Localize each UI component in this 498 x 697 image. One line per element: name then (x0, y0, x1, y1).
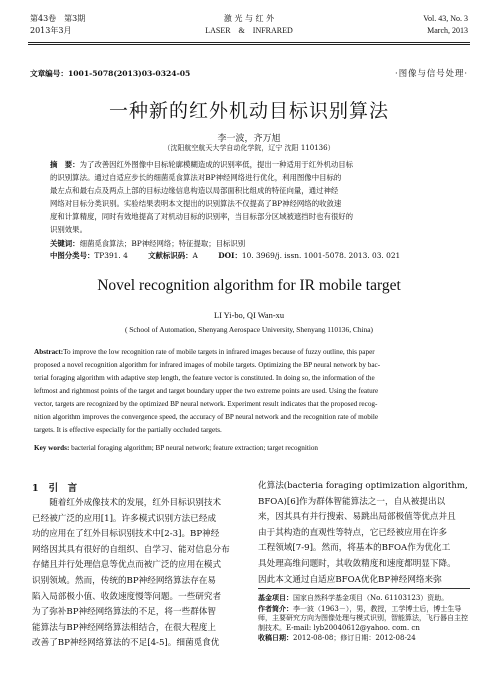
abstract-en-text: targets. It is effective especially for the partially occluded targets. (34, 426, 222, 434)
authors-cn: 李一波，齐万旭 (217, 134, 281, 144)
title-en: Novel recognition algorithm for IR mobile target (97, 277, 401, 294)
received-text: 2012-08-08；修订日期：2012-08-24 (293, 634, 416, 643)
article-id: 文章编号：1001-5078(2013)03-0324-05 (30, 69, 191, 78)
fund-label: 基金项目： (258, 593, 293, 602)
left-col-line (32, 512, 244, 528)
right-col-text: 工程领域[7-9]。然而，将基本的BFOA作为优化工 (258, 543, 451, 554)
abstract-en-line (34, 359, 464, 372)
abstract-cn-text: 识别效果。 (50, 225, 87, 234)
left-col-line (32, 496, 244, 512)
right-col-line (258, 573, 470, 589)
right-col-line (258, 495, 470, 511)
left-col-text: 识别领域。然而，传统的BP神经网络算法存在易 (32, 575, 216, 586)
abstract-en-line (34, 385, 464, 398)
author-label: 作者简介： (258, 603, 293, 613)
left-col-text: 随着红外成像技术的发展，红外目标识别技术 (32, 498, 222, 508)
right-col-line (258, 510, 470, 526)
keywords-en (34, 442, 464, 455)
left-column (32, 496, 244, 652)
keywords-cn-text: 细菌觅食算法；BP神经网络；特征提取；目标识别 (79, 239, 246, 248)
left-col-line (32, 574, 244, 590)
right-col-line (258, 541, 470, 557)
left-col-line (32, 605, 244, 621)
author-bio (258, 604, 472, 634)
abstract-cn-line (50, 171, 450, 184)
left-col-text: 功的应用在了红外目标识别技术中[2-3]。BP神经 (32, 529, 220, 540)
abstract-en-text: vector, targets are recognized by the optimized BP neural network. Experiment result indicates that the proposed recog- (34, 400, 378, 408)
keywords-cn-label: 关键词： (50, 239, 80, 248)
fund-line (258, 593, 472, 604)
journal-date: 2013年3月 (30, 26, 72, 35)
section-1-title: 引 言 (48, 483, 78, 494)
header-rule-2 (28, 44, 470, 45)
left-col-text: 为了弥补BP神经网络算法的不足，将一些群体智 (32, 607, 216, 618)
code-label: 文献标识码： (148, 251, 193, 260)
left-col-text: 陷入局部极小值、收敛速度慢等问题。一些研究者 (32, 591, 222, 602)
abstract-cn-text: 网络对目标分类识别。实验结果表明本文提出的识别算法不仅提高了BP神经网络的收敛速 (50, 199, 342, 208)
keywords-en-text: bacterial foraging algorithm; BP neural network; feature extraction; target recognition (71, 444, 319, 452)
left-col-line (32, 527, 244, 543)
section-1-number: 1 (32, 483, 39, 494)
left-col-text: 网络因其具有很好的自组织、自学习、能对信息分布 (32, 544, 230, 555)
code-value: A (192, 251, 198, 260)
doi-label: DOI： (218, 251, 242, 260)
abstract-en (34, 346, 464, 437)
right-col-line (258, 557, 470, 573)
left-col-line (32, 636, 244, 652)
authors-en: LI Yi-bo, QI Wan-xu (213, 311, 285, 320)
left-col-line (32, 558, 244, 574)
abstract-en-line (34, 398, 464, 411)
clc-value: TP391. 4 (94, 251, 128, 260)
journal-name-cn: 激 光 与 红 外 (223, 14, 275, 23)
received-line (258, 633, 472, 644)
left-col-line (32, 543, 244, 559)
clc-label: 中图分类号： (50, 251, 95, 260)
left-col-text: 能算法与BP神经网络算法相结合，在很大程度上 (32, 622, 216, 633)
left-col-text: 已经被广泛的应用[1]。许多模式识别方法已经成 (32, 513, 217, 524)
abstract-en-line (34, 346, 464, 359)
footnote-rule (258, 588, 470, 589)
right-column (258, 479, 470, 588)
abstract-cn-text: 度和计算精度，同时有效地提高了对机动目标的识别率，当目标部分区域被遮挡时也有很好的 (50, 212, 354, 221)
fund-text: 国家自然科学基金项目（No. 61103123）资助。 (293, 594, 449, 602)
title-cn: 一种新的红外机动目标识别算法 (108, 100, 389, 122)
abstract-en-line (34, 424, 464, 437)
category: ·图像与信号处理· (395, 68, 468, 78)
journal-volume-en: Vol. 43, No. 3 (423, 14, 468, 23)
abstract-en-text: To improve the low recognition rate of mobile targets in infrared images because of fuzzy outline, this paper (63, 348, 375, 356)
abstract-en-label: Abstract: (34, 348, 64, 356)
abstract-cn-label: 摘 要： (50, 160, 80, 169)
section-1-heading (32, 480, 77, 494)
abstract-cn-line (50, 197, 450, 210)
footnote (258, 593, 472, 644)
abstract-en-text: terial foraging algorithm with adaptive step length, the feature vector is constituted. In doing so, the information of the (34, 374, 375, 382)
abstract-en-text: leftmost and rightmost points of the target and target boundary upper the two extreme points are used. Using the feature (34, 387, 379, 395)
header-rule (28, 42, 470, 43)
abstract-en-line (34, 372, 464, 385)
left-col-line (32, 621, 244, 637)
abstract-cn-line (50, 158, 450, 171)
author-bio-line-1: 师，主要研究方向为图像处理与模式识别，智能算法，飞行器自主控 (258, 614, 468, 623)
abstract-cn-text: 最左点和最右点及两点上部的目标边缘信息构造以局部面积比组成的特征向量，通过神经 (50, 186, 339, 195)
doi-value: 10. 3969/j. issn. 1001-5078. 2013. 03. 021 (241, 251, 401, 260)
affiliation-en: ( School of Automation, Shenyang Aerospace University, Shenyang 110136, China) (124, 325, 374, 334)
abstract-en-text: proposed a novel recognition algorithm for infrared images of mobile targets. Optimizing the BP neural network by bac- (34, 361, 381, 369)
journal-name-en: LASER & INFRARED (205, 26, 293, 35)
right-col-text: 化算法(bacteria foraging optimization algorithm, (258, 481, 468, 491)
left-col-line (32, 590, 244, 606)
right-col-line (258, 526, 470, 542)
abstract-cn (50, 158, 450, 236)
abstract-cn-line (50, 223, 450, 236)
abstract-cn-text: 的识别算法。通过自适应步长的细菌觅食算法对BP神经网络进行优化，利用图像中目标的 (50, 173, 342, 182)
received-label: 收稿日期： (258, 633, 293, 643)
right-col-text: 因此本文通过自适应BFOA优化BP神经网络来弥 (258, 574, 442, 585)
abstract-cn-line (50, 210, 450, 223)
right-col-text: 由于其构造的直观性等特点，它已经被应用在许多 (258, 527, 448, 538)
abstract-cn-text: 为了改善因红外图像中目标轮廓模糊造成的识别率低，提出一种适用于红外机动目标 (79, 160, 354, 169)
right-col-line (258, 479, 470, 495)
journal-date-en: March, 2013 (427, 26, 468, 35)
left-col-text: 存储且并行处理信息等优点而被广泛的应用在模式 (32, 560, 222, 571)
left-col-text: 改善了BP神经网络算法的不足[4-5]。细菌觅食优 (32, 638, 220, 649)
clc-line (50, 249, 460, 262)
abstract-en-text: nition algorithm improves the convergence speed, the accuracy of BP neural network and the recognition rate of mobile (34, 413, 379, 421)
abstract-cn-line (50, 184, 450, 197)
right-col-text: 具处理高维问题时，其收敛精度和速度都明显下降。 (258, 558, 456, 569)
author-bio-line-0: 李一波（1963－），男，教授，工学博士后，博士生导 (293, 604, 462, 613)
affiliation-cn: （沈阳航空航天大学自动化学院，辽宁 沈阳 110136） (163, 144, 335, 152)
right-col-text: 来，因其具有并行搜索、易跳出局部极值等优点并且 (258, 512, 456, 523)
keywords-en-label: Key words: (34, 444, 70, 452)
journal-volume: 第43卷 第3期 (30, 14, 86, 23)
right-col-text: BFOA)[6]作为群体智能算法之一，自从被提出以 (258, 496, 446, 507)
abstract-en-line (34, 411, 464, 424)
author-bio-line-2: 制技术。E-mail: lyb20040612@yahoo. com. cn (258, 623, 420, 632)
